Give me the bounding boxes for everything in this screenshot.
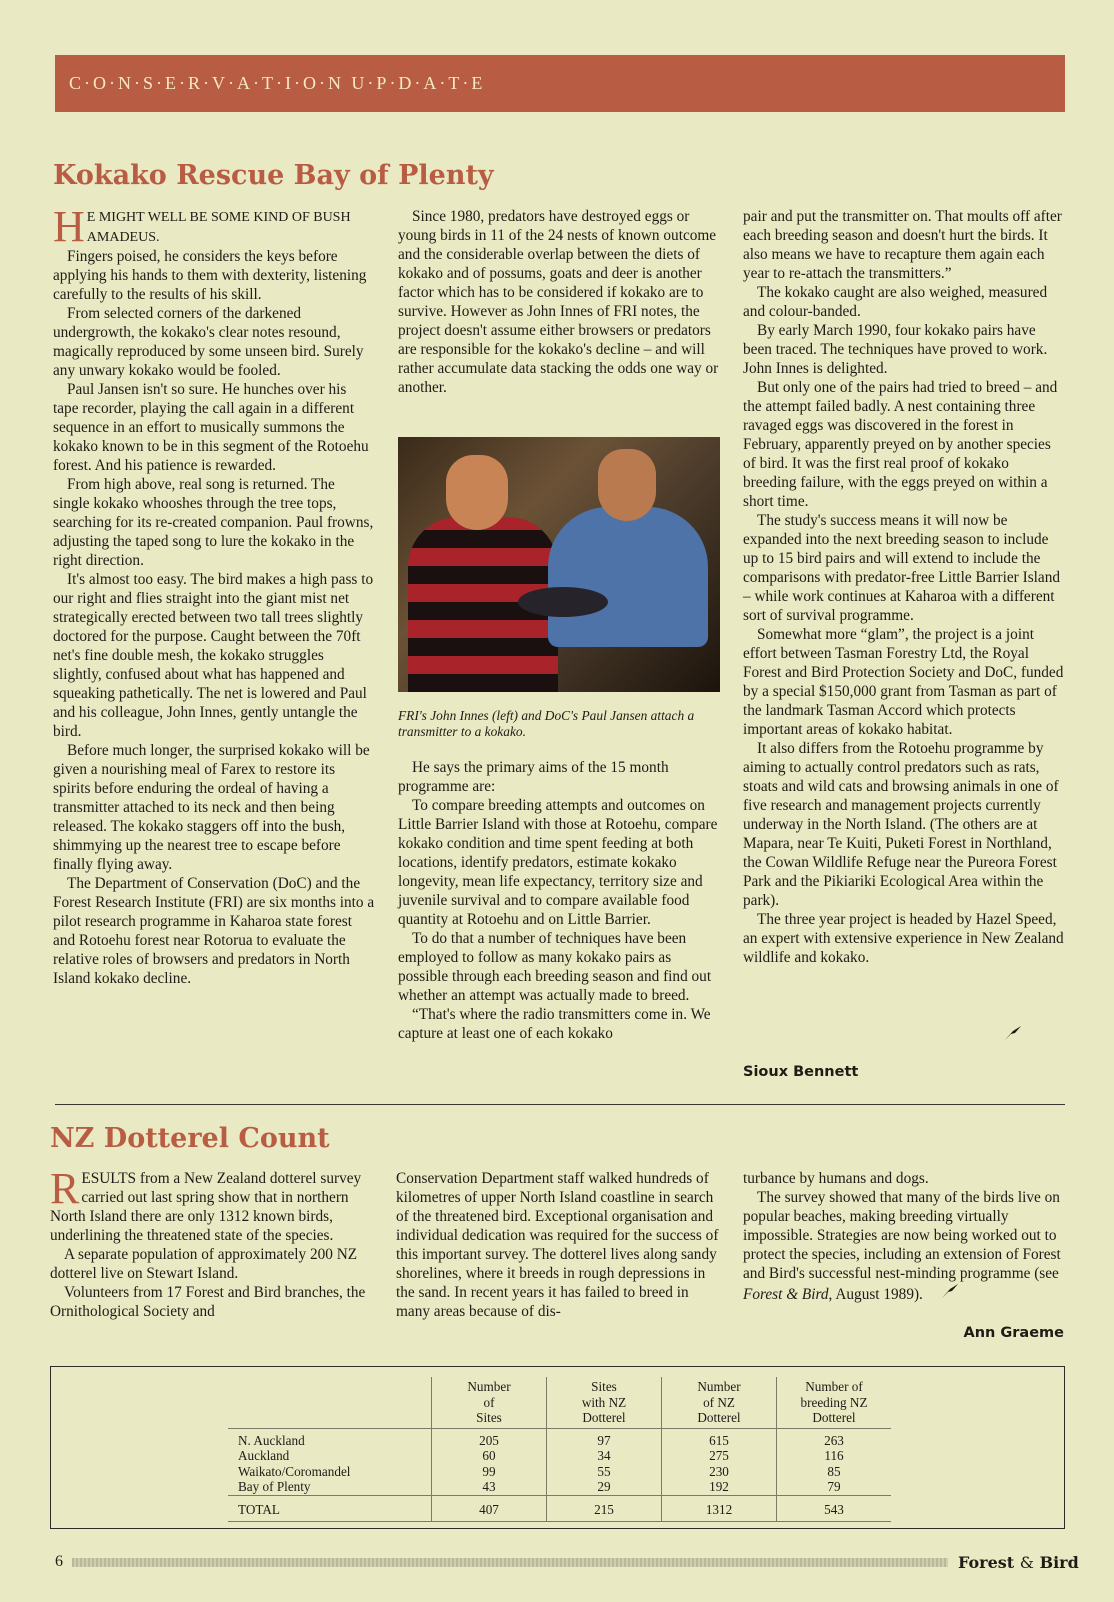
article1-lead: H E MIGHT WELL BE SOME KIND OF BUSH AMADEUS. (53, 202, 351, 251)
table-row (228, 1428, 891, 1448)
article-title-kokako: Kokako Rescue Bay of Plenty (53, 160, 494, 191)
paragraph: But only one of the pairs had tried to breed – and the attempt failed badly. A nest containing three ravaged eggs was discovered in the forest in February, apparently preyed on by another species of bird. It was the first real proof of kokako breeding failure, with the eggs preyed on within a short time. (743, 379, 1058, 510)
article2-col3-para2: The survey showed that many of the birds live on popular beaches, making breeding virtually impossible. Strategies are now being worked out to protect the species, including an extension of Forest and Bird's successful nest-minding programme (see Forest & Bird, August 1989). (743, 1189, 1061, 1303)
table-value-cell: 60 (432, 1448, 547, 1464)
table-row (228, 1479, 891, 1495)
dotterel-count-table (228, 1377, 891, 1522)
bird-signoff-icon (927, 1283, 959, 1305)
paragraph: Somewhat more “glam”, the project is a joint effort between Tasman Forestry Ltd, the Royal Forest and Bird Protection Society and DoC, funded by a special $150,000 grant from Tasman as part of the landmark Tasman Accord which protects important areas of kokako habitat. (743, 626, 1064, 738)
paragraph: To do that a number of techniques have been employed to follow as many kokako pairs as possible through each breeding season and find out whether an attempt was actually made to breed. (398, 930, 712, 1004)
table-value-cell: 1312 (662, 1495, 777, 1522)
paragraph: The three year project is headed by Hazel Speed, an expert with extensive experience in New Zealand wildlife and kokako. (743, 911, 1064, 966)
article1-column-3 (743, 207, 1065, 967)
paragraph: Since 1980, predators have destroyed eggs or young birds in 11 of the 24 nests of known outcome and the considerable overlap between the diets of kokako and of possums, goats and deer is another factor which has to be considered if kokako are to survive. However as John Innes of FRI notes, the project doesn't assume either browsers or predators are responsible for the kokako's decline – and will rather accumulate data stacking the odds one way or another. (398, 208, 719, 396)
article2-byline: Ann Graeme (963, 1325, 1064, 1341)
article1-column-1 (53, 202, 375, 988)
article-title-dotterel: NZ Dotterel Count (50, 1123, 330, 1154)
article-divider (55, 1104, 1065, 1105)
table-value-cell: 34 (547, 1448, 662, 1464)
article2-col3-para1: turbance by humans and dogs. (743, 1170, 929, 1187)
paragraph: From high above, real song is returned. The single kokako whooshes through the tree tops, searching for its re-created companion. Paul frowns, adjusting the taped song to lure the kokako in the right direction. (53, 476, 374, 569)
paragraph: Before much longer, the surprised kokako will be given a nourishing meal of Farex to restore its spirits before enduring the ordeal of having a transmitter attached to its neck and then being released. The kokako staggers off into the bush, shimmying up the nearest tree to escape before finally flying away. (53, 742, 370, 873)
paragraph: It's almost too easy. The bird makes a high pass to our right and flies straight into the giant mist net strategically erected between two tall trees slightly doctored for the purpose. Caught between the 70ft net's fine double mesh, the kokako struggles slightly, confused about what has happened and squeaking pathetically. The net is lowered and Paul and his colleague, John Innes, gently untangle the bird. (53, 571, 374, 740)
footer-bar (72, 1558, 948, 1567)
bird-signoff-icon (1004, 1025, 1022, 1046)
paragraph: Conservation Department staff walked hundreds of kilometres of upper North Island coastline in search of the threatened bird. Exceptional organisation and individual dedication was required for the success of this important survey. The dotterel lives along sandy shorelines, where it breeds in rough depressions in the sand. In recent years it has failed to breed in many areas because of dis- (396, 1170, 719, 1320)
article2-column-2 (396, 1169, 721, 1321)
article2-column-3 (743, 1169, 1065, 1305)
table-value-cell: 29 (547, 1479, 662, 1495)
table-value-cell: 215 (547, 1495, 662, 1522)
paragraph: By early March 1990, four kokako pairs have been traced. The techniques have proved to work. John Innes is delighted. (743, 322, 1048, 377)
table-region-cell: Waikato/Coromandel (238, 1463, 351, 1479)
table-header-cell: Number of NZ Dotterel (662, 1377, 777, 1428)
table-value-cell: 615 (662, 1428, 777, 1448)
table-value-cell: 407 (432, 1495, 547, 1522)
table-value-cell: 43 (432, 1479, 547, 1495)
paragraph: RESULTS from a New Zealand dotterel survey carried out last spring show that in northern North Island there are only 1312 known birds, underlining the threatened state of the species. (50, 1164, 362, 1244)
table-value-cell: 116 (777, 1448, 892, 1464)
table-header-cell: Number of Sites (432, 1377, 547, 1428)
table-value-cell: 275 (662, 1448, 777, 1464)
table-value-cell: 230 (662, 1464, 777, 1480)
table-value-cell: 192 (662, 1479, 777, 1495)
paragraph: Fingers poised, he considers the keys before applying his hands to them with dexterity, listening carefully to the results of his skill. (53, 248, 367, 303)
table-total-row (228, 1495, 891, 1522)
kokako-photo (398, 437, 720, 692)
paragraph: The Department of Conservation (DoC) and the Forest Research Institute (FRI) are six months into a pilot research programme in Kaharoa state forest and Rotoehu forest near Rotorua to evaluate the relative roles of browsers and predators in North Island kokako decline. (53, 875, 375, 987)
table-region-cell: TOTAL (228, 1495, 432, 1522)
paragraph: Paul Jansen isn't so sure. He hunches over his tape recorder, playing the call again in a different sequence in an effort to musically summons the kokako known to be in this segment of the Rotoehu forest. And his patience is rewarded. (53, 381, 369, 474)
paragraph: He says the primary aims of the 15 month programme are: (398, 759, 669, 795)
paragraph: From selected corners of the darkened undergrowth, the kokako's clear notes resound, magically reproduced by some unseen bird. Surely any unwary kokako would be fooled. (53, 305, 364, 379)
table-row (228, 1448, 891, 1464)
section-banner (55, 55, 1065, 112)
article1-byline: Sioux Bennett (743, 1064, 859, 1080)
table-value-cell: 205 (432, 1428, 547, 1448)
table-value-cell: 85 (777, 1464, 892, 1480)
paragraph: The study's success means it will now be expanded into the next breeding season to include up to 15 bird pairs and will extend to include the comparisons with predator-free Little Barrier Island – while work continues at Kaharoa with a different sort of survival programme. (743, 512, 1060, 624)
paragraph: A separate population of approximately 200 NZ dotterel live on Stewart Island. (50, 1246, 358, 1282)
article1-dropcap: H (53, 202, 85, 251)
paragraph: It also differs from the Rotoehu programme by aiming to actually control predators such as rats, stoats and wild cats and browsing animals in one of five research and management projects currently underway in the North Island. (The others are at Mapara, near Te Kuiti, Puketi Forest in Northland, the Cowan Wildlife Refuge near the Pureora Forest Park and the Pikiariki Ecological Area within the park). (743, 740, 1059, 909)
table-region-cell: Bay of Plenty (238, 1479, 311, 1494)
table-value-cell: 543 (777, 1495, 892, 1522)
table-region-cell: N. Auckland (238, 1432, 305, 1448)
table-header-cell: Number of breeding NZ Dotterel (777, 1377, 892, 1428)
paragraph: pair and put the transmitter on. That moults off after each breeding season and doesn't hurt the birds. It also means we have to recapture them again each year to re-attach the transmitters.” (743, 208, 1062, 282)
page-number: 6 (55, 1553, 63, 1570)
article1-column-2-top (398, 207, 720, 397)
table-value-cell: 97 (547, 1428, 662, 1448)
article1-column-2-bottom (398, 758, 720, 1043)
section-banner-label: C·O·N·S·E·R·V·A·T·I·O·N U·P·D·A·T·E (69, 73, 486, 93)
table-value-cell: 99 (432, 1464, 547, 1480)
paragraph: Volunteers from 17 Forest and Bird branches, the Ornithological Society and (50, 1284, 366, 1320)
table-row (228, 1464, 891, 1480)
article2-column-1 (50, 1164, 375, 1321)
paragraph: “That's where the radio transmitters come in. We capture at least one of each kokako (398, 1006, 711, 1042)
photo-caption: FRI's John Innes (left) and DoC's Paul Jansen attach a transmitter to a kokako. (398, 708, 695, 739)
table-header-cell: Sites with NZ Dotterel (547, 1377, 662, 1428)
paragraph: To compare breeding attempts and outcomes on Little Barrier Island with those at Rotoehu, compare kokako condition and time spent feeding at both locations, identify predators, estimate kokako longevity, mean life expectancy, territory size and juvenile survival and to compare available food quantity at Rotoehu and on Little Barrier. (398, 797, 718, 928)
paragraph: The kokako caught are also weighed, measured and colour-banded. (743, 284, 1048, 320)
table-value-cell: 55 (547, 1464, 662, 1480)
table-region-cell: Auckland (238, 1448, 290, 1463)
article2-dropcap: R (50, 1164, 80, 1213)
dotterel-table-box (50, 1366, 1065, 1529)
table-header-row (228, 1377, 891, 1428)
table-value-cell: 263 (777, 1428, 892, 1448)
magazine-brand: Forest & Bird (958, 1553, 1079, 1572)
table-value-cell: 79 (777, 1479, 892, 1495)
